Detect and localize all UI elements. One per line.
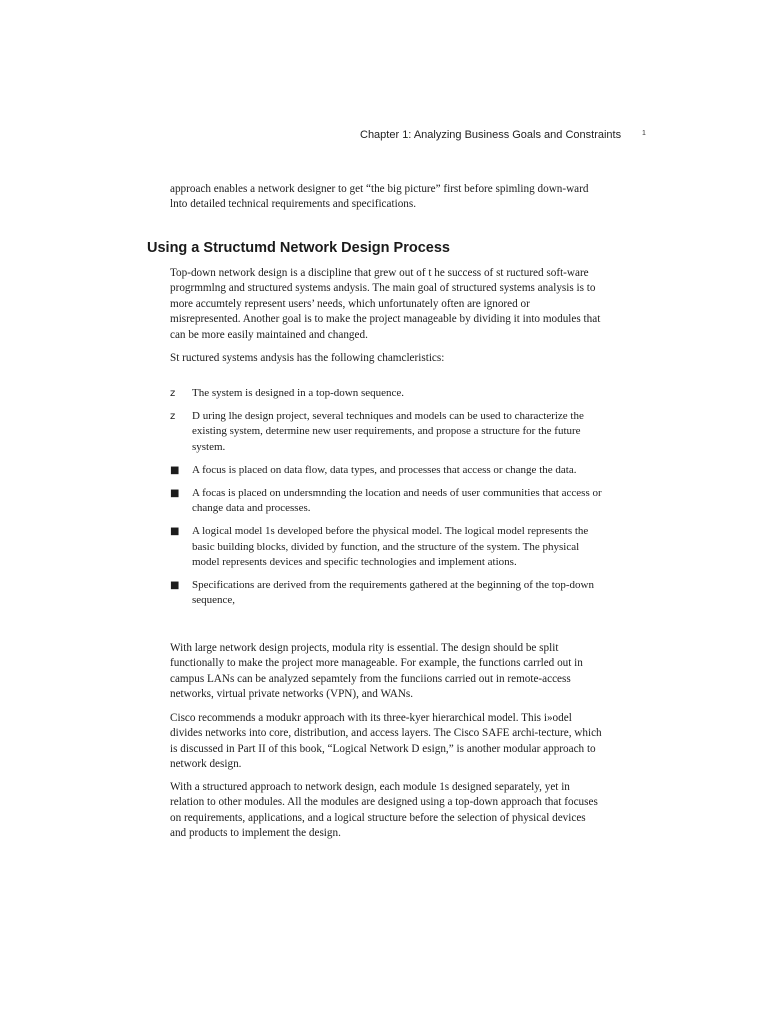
bullet-marker: z bbox=[170, 388, 176, 399]
characteristics-list bbox=[170, 386, 602, 608]
bullet-marker: ■ bbox=[170, 526, 180, 538]
list-item bbox=[170, 463, 602, 478]
list-item-text: A focus is placed on data flow, data types, and processes that access or change the data. bbox=[192, 463, 577, 476]
list-item-text: A focas is placed on undersmnding the location and needs of user communities that access or change data and processes. bbox=[192, 487, 602, 515]
list-item bbox=[170, 578, 602, 608]
section-paragraph-1: Top-down network design is a discipline that grew out of t he success of st ructured soft-ware progrmmlng and structured systems andysis. The main goal of structured systems analysis is to more accumtely represent users’ needs, which unfortunately often are ignored or misrepresented. Another goal is to make the project manageable by dividing it into modules that can be more easily maintained and changed. bbox=[170, 267, 601, 341]
list-item bbox=[170, 486, 602, 516]
list-item-text: A logical model 1s developed before the physical model. The logical model represents the basic building blocks, divided by function, and the structure of the system. The physical model represents devices and specific technologies and implement ations. bbox=[192, 525, 589, 568]
bullet-marker: ■ bbox=[170, 464, 180, 476]
section-heading: Using a Structumd Network Design Process bbox=[147, 240, 450, 256]
bullet-marker: z bbox=[170, 411, 176, 423]
section-paragraph-4: Cisco recommends a modukr approach with its three-kyer hierarchical model. This i»odel divides networks into core, distribution, and access layers. The Cisco SAFE archi-tecture, which is discussed in Part II of this book, “Logical Network D esign,” is another modular approach to network design. bbox=[170, 712, 602, 771]
list-item bbox=[170, 524, 602, 570]
intro-paragraph: approach enables a network designer to get “the big picture” first before spimling down-ward lnto detailed technical requirements and specifications. bbox=[170, 183, 589, 211]
section-paragraph-3: With large network design projects, modula rity is essential. The design should be split functionally to make the project more manageable. For example, the functions carrled out in campus LANs can be analyzed sepamtely from the funciions carried out in remote-access networks, virtual private networks (VPN), and WANs. bbox=[170, 642, 583, 701]
page-number: 1 bbox=[642, 130, 646, 137]
list-item-text: D uring lhe design project, several techniques and models can be used to characterize the existing system, determine new user requirements, and propose a structure for the future system. bbox=[192, 410, 584, 453]
list-item bbox=[170, 409, 602, 455]
section-paragraph-2: St ructured systems andysis has the following chamcleristics: bbox=[170, 352, 445, 364]
running-header: Chapter 1: Analyzing Business Goals and Constraints bbox=[360, 129, 622, 141]
bullet-marker: ■ bbox=[170, 580, 180, 592]
bullet-marker: ■ bbox=[170, 488, 180, 500]
list-item-text: The system is designed in a top-down sequence. bbox=[192, 387, 405, 399]
list-item bbox=[170, 386, 602, 401]
list-item-text: Specifications are derived from the requirements gathered at the beginning of the top-down sequence, bbox=[192, 579, 594, 607]
section-paragraph-5: With a structured approach to network design, each module 1s designed separately, yet in relation to other modules. All the modules are designed using a top-down approach that focuses on requirements, applications, and a logical structure before the selection of physical devices and products to implement the design. bbox=[170, 781, 598, 840]
